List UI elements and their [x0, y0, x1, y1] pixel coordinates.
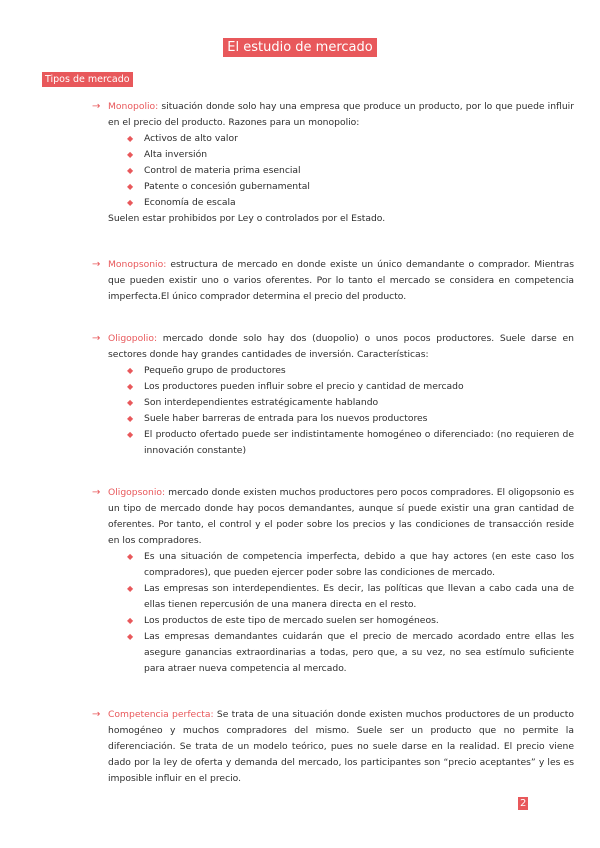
- list-item: ◆ Alta inversión: [127, 147, 574, 163]
- entry-monopsonio: [92, 257, 574, 305]
- list-item: ◆ Son interdependientes estratégicamente hablando: [127, 395, 574, 411]
- diamond-icon: ◆: [127, 134, 134, 143]
- entry-monopsonio-text: [108, 257, 574, 305]
- page-title: El estudio de mercado: [223, 38, 376, 57]
- term-monopsonio: Monopsonio:: [108, 259, 167, 270]
- diamond-icon: ◆: [127, 166, 134, 175]
- entry-oligopolio: [92, 331, 574, 459]
- term-oligopolio: Oligopolio:: [108, 333, 158, 344]
- term-oligopsonio: Oligopsonio:: [108, 487, 166, 498]
- diamond-icon: ◆: [127, 198, 134, 207]
- list-item: ◆ Las empresas demandantes cuidarán que el precio de mercado acordado entre ellas les asegure ganancias extraordinarias a todas, pero que, a su vez, no sea estímulo suficiente para atraer nueva competencia al mercado.: [127, 631, 574, 674]
- entry-monopolio-text: [108, 99, 574, 131]
- entry-competencia-perfecta: [92, 707, 574, 787]
- list-item: ◆ Los productos de este tipo de mercado suelen ser homogéneos.: [127, 613, 574, 629]
- list-item: ◆ Activos de alto valor: [127, 131, 574, 147]
- term-monopolio: Monopolio:: [108, 101, 159, 112]
- diamond-icon: ◆: [127, 366, 134, 375]
- document-body: [92, 99, 574, 787]
- list-item: ◆ Economía de escala: [127, 195, 574, 211]
- list-item: ◆ Pequeño grupo de productores: [127, 363, 574, 379]
- list-item: ◆ Las empresas son interdependientes. Es decir, las políticas que llevan a cabo cada una de ellas tienen repercusión de una manera directa en el resto.: [127, 583, 574, 610]
- arrow-right-icon: →: [92, 101, 101, 112]
- definition-monopolio: situación donde solo hay una empresa que produce un producto, por lo que puede influir en el precio del producto. Razones para un monopolio:: [108, 101, 574, 128]
- arrow-right-icon: →: [92, 333, 101, 344]
- diamond-icon: ◆: [127, 150, 134, 159]
- list-item: ◆ Patente o concesión gubernamental: [127, 179, 574, 195]
- definition-monopsonio: estructura de mercado en donde existe un único demandante o comprador. Mientras que pueden existir uno o varios oferentes. Por lo tanto el mercado se considera en competencia imperfecta.El único comprador determina el precio del producto.: [108, 259, 574, 302]
- entry-competencia-text: [108, 707, 574, 787]
- bullet-list-oligopsonio: [108, 549, 574, 677]
- diamond-icon: ◆: [127, 430, 134, 439]
- term-competencia-perfecta: Competencia perfecta:: [108, 709, 214, 720]
- diamond-icon: ◆: [127, 398, 134, 407]
- bullet-list-monopolio: [108, 131, 574, 211]
- diamond-icon: ◆: [127, 414, 134, 423]
- page-number: 2: [520, 798, 527, 809]
- note-monopolio: Suelen estar prohibidos por Ley o controlados por el Estado.: [108, 213, 386, 224]
- bullet-list-oligopolio: [108, 363, 574, 459]
- entry-oligopsonio: [92, 485, 574, 677]
- entry-monopolio: [92, 99, 574, 227]
- entry-oligopsonio-text: [108, 485, 574, 549]
- list-item: ◆ El producto ofertado puede ser indistintamente homogéneo o diferenciado: (no requieren de innovación constante): [127, 429, 574, 456]
- diamond-icon: ◆: [127, 552, 134, 561]
- diamond-icon: ◆: [127, 182, 134, 191]
- list-item: ◆ Es una situación de competencia imperfecta, debido a que hay actores (en este caso los compradores), que pueden ejercer poder sobre las condiciones de mercado.: [127, 551, 574, 578]
- arrow-right-icon: →: [92, 709, 101, 720]
- list-item: ◆ Control de materia prima esencial: [127, 163, 574, 179]
- arrow-right-icon: →: [92, 487, 101, 498]
- definition-competencia-perfecta: Se trata de una situación donde existen muchos productores de un producto homogéneo y muchos compradores del mismo. Suele ser un producto que no permite la diferenciación. Se trata de un modelo teórico, pues no suele darse en la realidad. El precio viene dado por la ley de oferta y demanda del mercado, los participantes son “precio aceptantes” y les es imposible influir en el precio.: [108, 709, 574, 784]
- diamond-icon: ◆: [127, 382, 134, 391]
- definition-oligopsonio: mercado donde existen muchos productores pero pocos compradores. El oligopsonio es un tipo de mercado donde hay pocos demandantes, aunque sí puede existir una gran cantidad de oferentes. Por tanto, el control y el poder sobre los precios y las condiciones de transacción reside en los compradores.: [108, 487, 574, 546]
- list-item: ◆ Suele haber barreras de entrada para los nuevos productores: [127, 411, 574, 427]
- page-title-wrap: [0, 36, 600, 55]
- list-item: ◆ Los productores pueden influir sobre el precio y cantidad de mercado: [127, 379, 574, 395]
- entry-oligopolio-text: [108, 331, 574, 363]
- diamond-icon: ◆: [127, 616, 134, 625]
- definition-oligopolio: mercado donde solo hay dos (duopolio) o unos pocos productores. Suele darse en sectores donde hay grandes cantidades de inversión. Características:: [108, 333, 574, 360]
- diamond-icon: ◆: [127, 632, 134, 641]
- arrow-right-icon: →: [92, 259, 101, 270]
- section-heading: Tipos de mercado: [42, 72, 133, 87]
- diamond-icon: ◆: [127, 584, 134, 593]
